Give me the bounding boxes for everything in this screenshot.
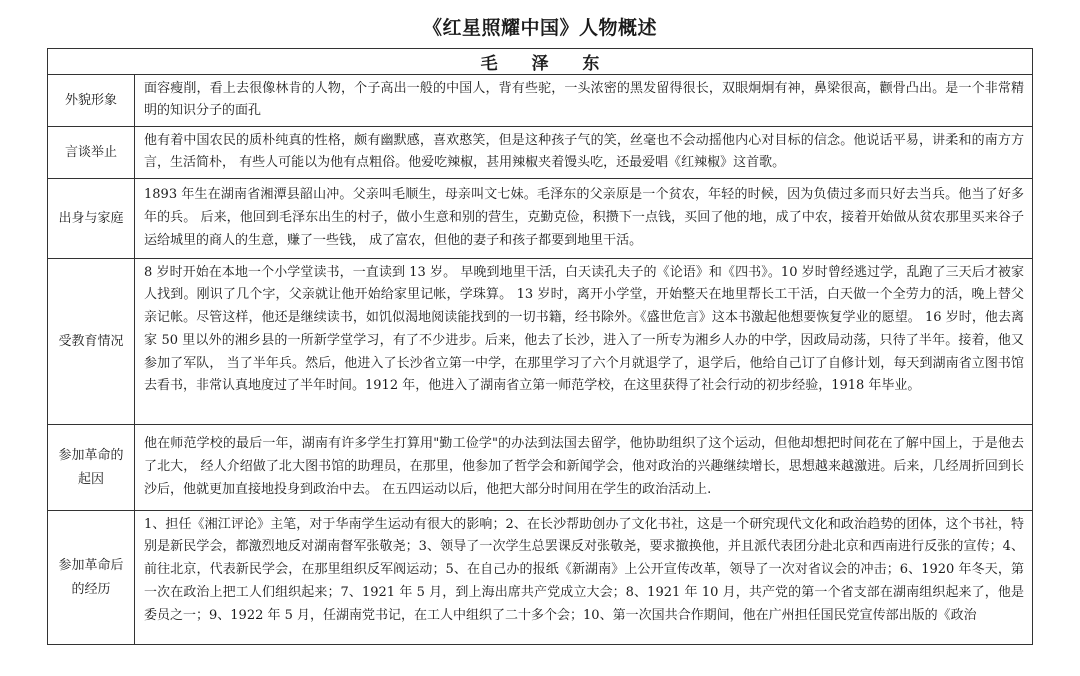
row-content-manner bbox=[135, 127, 1033, 179]
row-content-education bbox=[135, 259, 1033, 425]
row-text: 1893 年生在湖南省湘潭县韶山冲。父亲叫毛顺生，母亲叫文七妹。毛泽东的父亲原是一个贫农，年轻的时候，因为负债过多而只好去当兵。他当了好多年的兵。 后来，他回到毛泽东出生的村子，做小生意和别的营生，克勤克俭，积攒下一点钱，买回了他的地，成了中农，接着开始做从贫农那里买来谷子运给城里的商人的生意，赚了一些钱， 成了富农，但他的妻子和孩子都要到地里干活。 bbox=[144, 187, 1024, 248]
table-row bbox=[48, 511, 1033, 645]
row-text: 8 岁时开始在本地一个小学堂读书，一直读到 13 岁。 早晚到地里干活，白天读孔夫子的《论语》和《四书》。10 岁时曾经逃过学，乱跑了三天后才被家人找到。刚识了几个字，父亲就让他开始给家里记帐，学珠算。 13 岁时，离开小学堂，开始整天在地里帮长工干活，白天做一个全劳力的活，晚上替父亲记帐。尽管这样，他还是继续读书，如饥似渴地阅读能找到的一切书籍，经书除外。《盛世危言》这本书激起他想要恢复学业的愿望。 16 岁时，他去离家 50 里以外的湘乡县的一所新学堂学习，有了不少进步。后来，他去了长沙，进入了一所专为湘乡人办的中学，因政局动荡，只待了半年。接着，他又参加了军队， 当了半年兵。然后，他进入了长沙省立第一中学，在那里学习了六个月就退学了，退学后，他给自己订了自修计划，每天到湖南省立图书馆去看书，非常认真地度过了半年时间。1912 年，他进入了湖南省立第一师范学校，在这里获得了社会行动的初步经验，1918 年毕业。 bbox=[144, 264, 1024, 394]
row-label-manner: 言谈举止 bbox=[48, 127, 135, 179]
row-text: 他有着中国农民的质朴纯真的性格，颇有幽默感，喜欢憨笑，但是这种孩子气的笑，丝毫也不会动摇他内心对目标的信念。他说话平易，讲柔和的南方方言，生活简朴， 有些人可能以为他有点粗俗。他爱吃辣椒，甚用辣椒夹着馒头吃，还最爱唱《红辣椒》这首歌。 bbox=[144, 132, 1024, 171]
row-label-education: 受教育情况 bbox=[48, 259, 135, 425]
table-row bbox=[48, 127, 1033, 179]
name-row bbox=[48, 49, 1033, 75]
table-row bbox=[48, 425, 1033, 511]
person-name: 毛 泽 东 bbox=[48, 49, 1033, 75]
row-content-family bbox=[135, 179, 1033, 259]
row-text: 面容瘦削，看上去很像林肯的人物，个子高出一般的中国人，背有些驼，一头浓密的黑发留得很长，双眼炯炯有神，鼻梁很高，颧骨凸出。是一个非常精明的知识分子的面孔 bbox=[144, 80, 1024, 119]
table-row bbox=[48, 75, 1033, 127]
profile-table bbox=[47, 48, 1033, 645]
row-text: 1、担任《湘江评论》主笔，对于华南学生运动有很大的影响；2、在长沙帮助创办了文化书社，这是一个研究现代文化和政治趋势的团体，这个书社，特别是新民学会，都激烈地反对湖南督军张敬尧；3、领导了一次学生总罢课反对张敬尧，要求撤换他，并且派代表团分赴北京和西南进行反张的宣传；4、前往北京，代表新民学会，在那里组织反军阀运动；5、在自己办的报纸《新湖南》上公开宣传改革，领导了一次对省议会的冲击；6、1920 年冬天，第一次在政治上把工人们组织起来；7、1921 年 5 月，到上海出席共产党成立大会；8、1921 年 10 月，共产党的第一个省支部在湖南组织起来了，他是委员之一；9、1922 年 5 月，任湖南党书记，在工人中组织了二十多个会；10、第一次国共合作期间，他在广州担任国民党宣传部出版的《政治 bbox=[144, 516, 1024, 623]
row-label-family: 出身与家庭 bbox=[48, 179, 135, 259]
row-content-appearance bbox=[135, 75, 1033, 127]
row-text: 他在师范学校的最后一年，湖南有许多学生打算用"勤工俭学"的办法到法国去留学，他协助组织了这个运动，但他却想把时间花在了解中国上，于是他去了北大， 经人介绍做了北大图书馆的助理员，在那里，他参加了哲学会和新闻学会，他对政治的兴趣继续增长，思想越来越激进。后来，几经周折回到长沙后，他就更加直接地投身到政治中去。 在五四运动以后，他把大部分时间用在学生的政治活动上. bbox=[144, 436, 1024, 497]
row-label-revolution-experience: 参加革命后的经历 bbox=[48, 511, 135, 645]
document-title: 《红星照耀中国》人物概述 bbox=[422, 17, 657, 39]
table-row bbox=[48, 259, 1033, 425]
row-label-appearance: 外貌形象 bbox=[48, 75, 135, 127]
row-label-revolution-cause: 参加革命的起因 bbox=[48, 425, 135, 511]
row-content-revolution-experience bbox=[135, 511, 1033, 645]
row-content-revolution-cause bbox=[135, 425, 1033, 511]
table-row bbox=[48, 179, 1033, 259]
